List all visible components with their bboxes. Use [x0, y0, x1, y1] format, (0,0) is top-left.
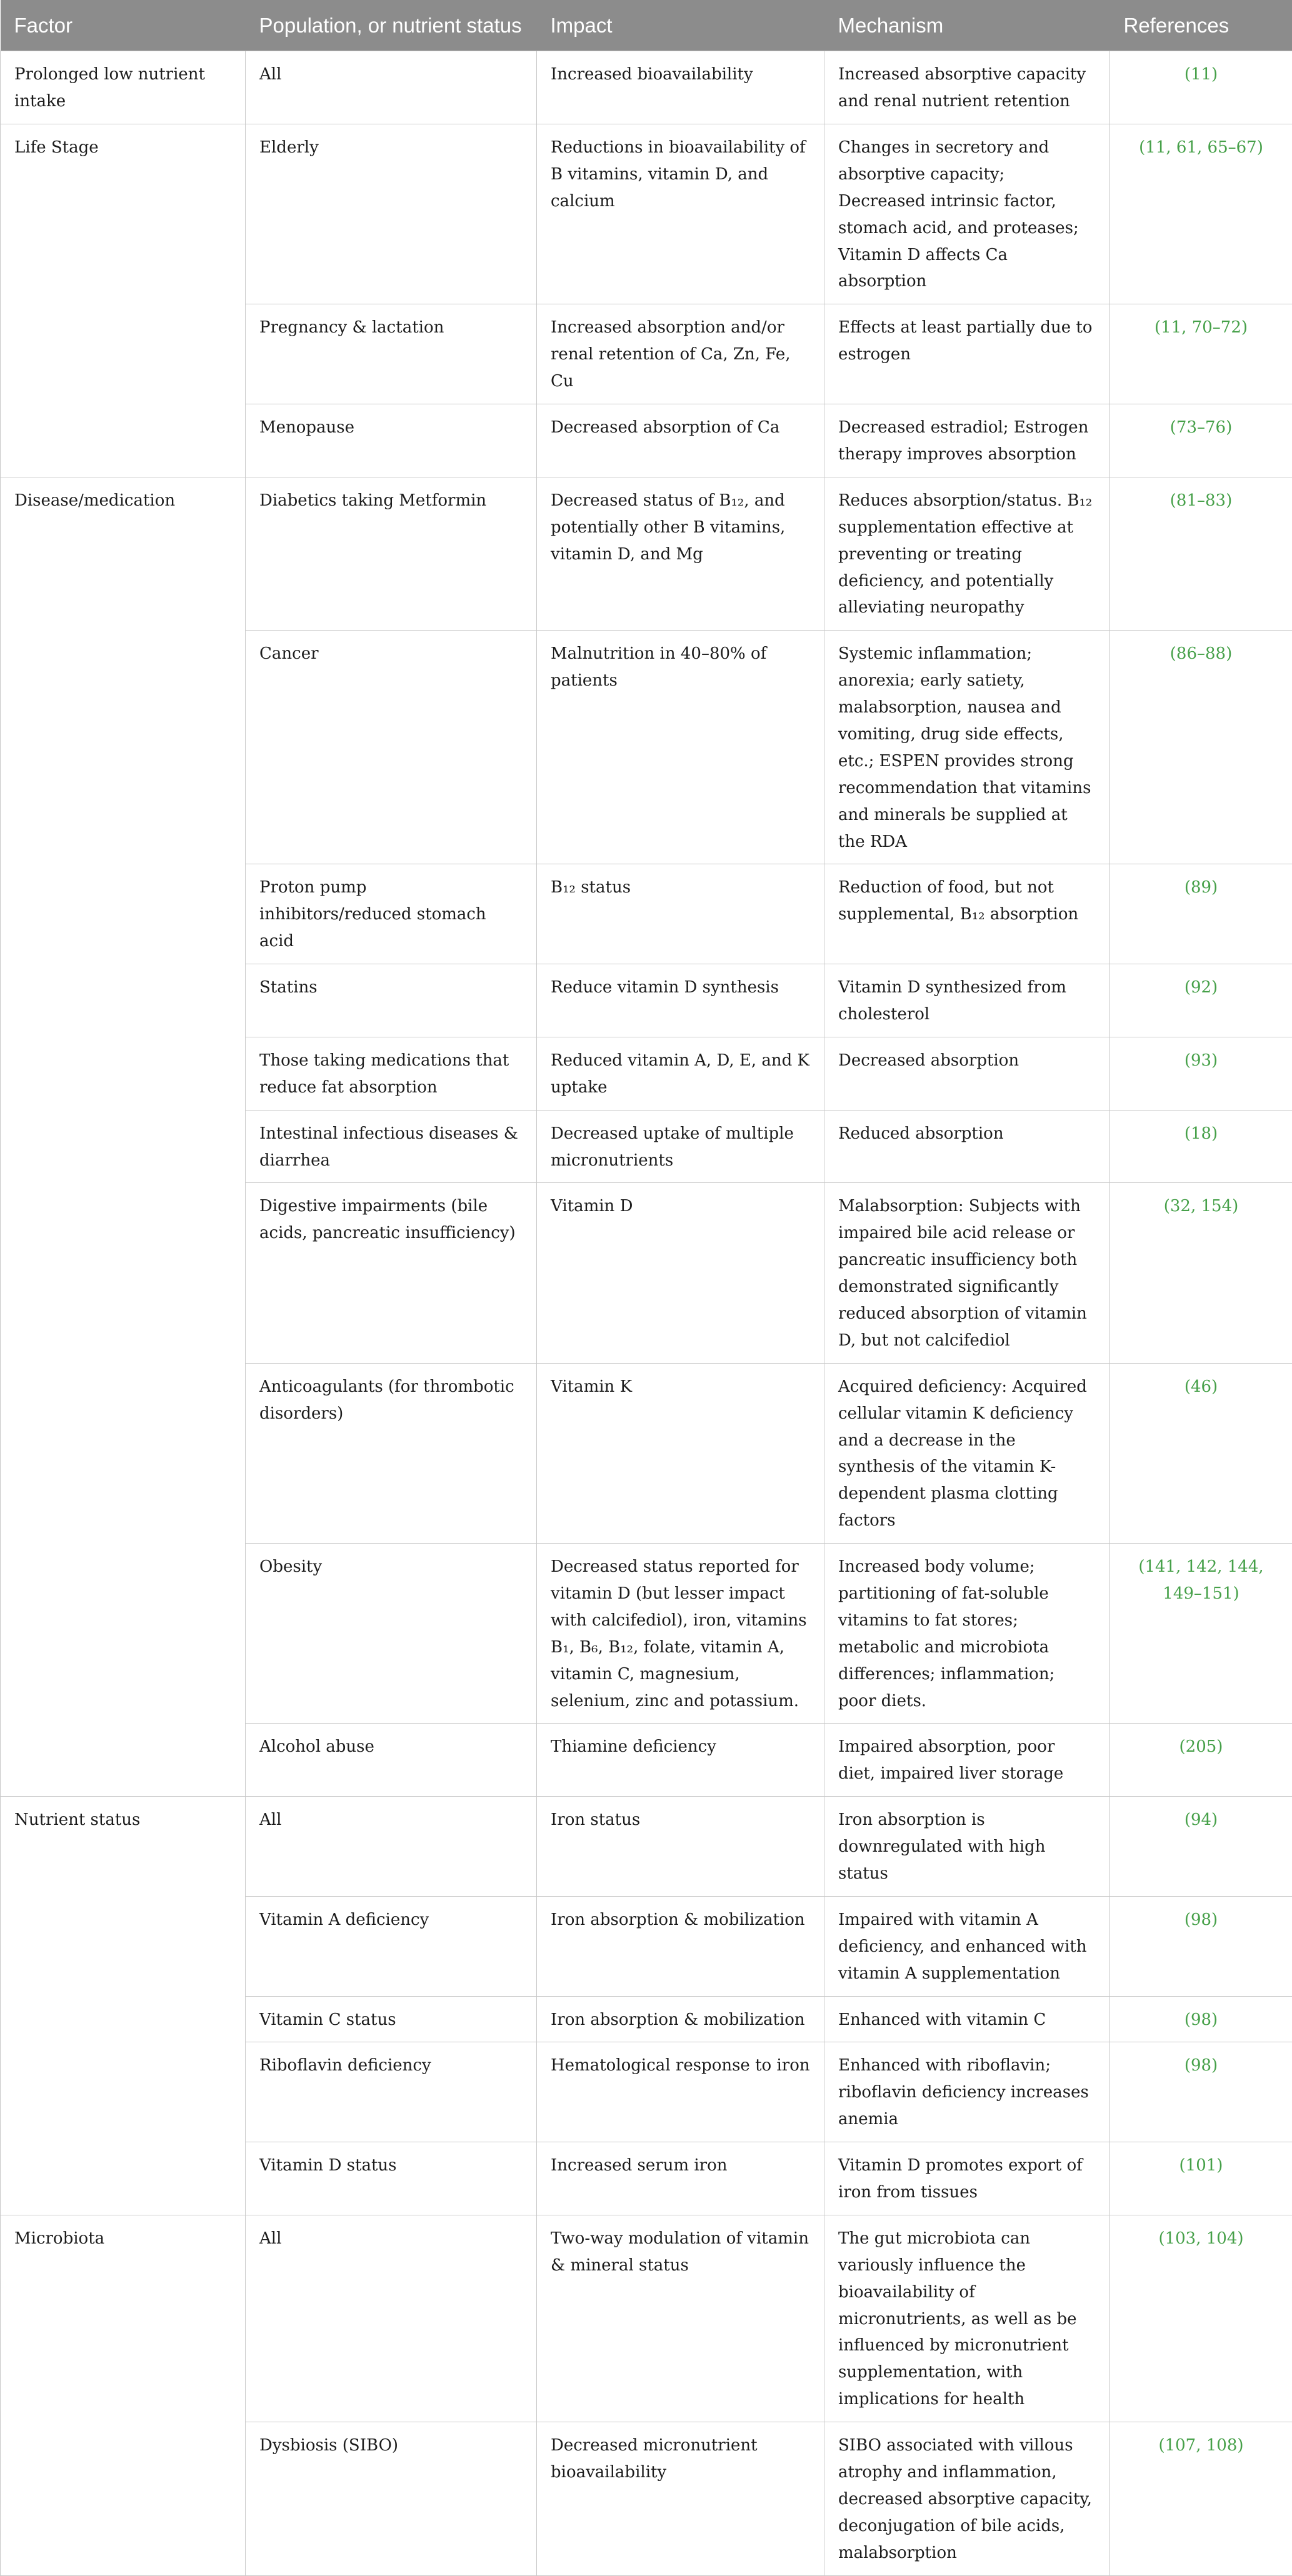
population-cell: Digestive impairments (bile acids, pancreatic insufficiency) — [246, 1183, 537, 1363]
reference-link[interactable]: (98) — [1184, 2010, 1218, 2029]
mechanism-cell: Impaired with vitamin A deficiency, and enhanced with vitamin A supplementation — [824, 1896, 1110, 1996]
population-cell: All — [246, 2215, 537, 2422]
reference-link[interactable]: (18) — [1184, 1124, 1218, 1143]
mechanism-cell: Vitamin D synthesized from cholesterol — [824, 964, 1110, 1037]
references-cell — [1110, 2142, 1292, 2215]
mechanism-cell: Vitamin D promotes export of iron from tissues — [824, 2142, 1110, 2215]
population-cell: Proton pump inhibitors/reduced stomach acid — [246, 864, 537, 964]
impact-cell: Reduce vitamin D synthesis — [537, 964, 824, 1037]
population-cell: Cancer — [246, 631, 537, 864]
impact-cell: Malnutrition in 40–80% of patients — [537, 631, 824, 864]
references-cell — [1110, 1724, 1292, 1797]
reference-link[interactable]: (11, 61, 65–67) — [1139, 138, 1263, 157]
factor-cell: Disease/medication — [1, 477, 246, 1796]
factor-cell: Prolonged low nutrient intake — [1, 51, 246, 124]
col-header-references: References — [1110, 0, 1292, 51]
header-row — [1, 0, 1292, 51]
impact-cell: Increased bioavailability — [537, 51, 824, 124]
impact-cell: Iron absorption & mobilization — [537, 1896, 824, 1996]
references-cell — [1110, 404, 1292, 477]
impact-cell: Two-way modulation of vitamin & mineral status — [537, 2215, 824, 2422]
table-row — [1, 51, 1292, 124]
reference-link[interactable]: (101) — [1179, 2156, 1223, 2175]
references-cell — [1110, 1183, 1292, 1363]
impact-cell: Increased serum iron — [537, 2142, 824, 2215]
references-cell — [1110, 1896, 1292, 1996]
impact-cell: Vitamin D — [537, 1183, 824, 1363]
impact-cell: Decreased uptake of multiple micronutrients — [537, 1110, 824, 1183]
mechanism-cell: Reduces absorption/status. B₁₂ supplementation effective at preventing or treating deficiency, and potentially alleviating neuropathy — [824, 477, 1110, 630]
references-cell — [1110, 124, 1292, 304]
impact-cell: Reduced vitamin A, D, E, and K uptake — [537, 1037, 824, 1110]
mechanism-cell: Decreased absorption — [824, 1037, 1110, 1110]
table-header — [1, 0, 1292, 51]
reference-link[interactable]: (86–88) — [1170, 644, 1232, 663]
impact-cell: Iron status — [537, 1797, 824, 1897]
population-cell: Statins — [246, 964, 537, 1037]
references-cell — [1110, 1037, 1292, 1110]
reference-link[interactable]: (205) — [1179, 1737, 1223, 1756]
references-cell — [1110, 2215, 1292, 2422]
table-row — [1, 477, 1292, 630]
references-cell — [1110, 477, 1292, 630]
reference-link[interactable]: (98) — [1184, 1910, 1218, 1929]
population-cell: Dysbiosis (SIBO) — [246, 2422, 537, 2575]
reference-link[interactable]: (32, 154) — [1164, 1197, 1239, 1216]
col-header-population: Population, or nutrient status — [246, 0, 537, 51]
mechanism-cell: The gut microbiota can variously influence the bioavailability of micronutrients, as well as be influenced by micronutrient supplementation, with implications for health — [824, 2215, 1110, 2422]
population-cell: Menopause — [246, 404, 537, 477]
mechanism-cell: Decreased estradiol; Estrogen therapy improves absorption — [824, 404, 1110, 477]
references-cell — [1110, 1797, 1292, 1897]
factor-cell: Microbiota — [1, 2215, 246, 2575]
reference-link[interactable]: (107, 108) — [1158, 2436, 1243, 2455]
impact-cell: Decreased micronutrient bioavailability — [537, 2422, 824, 2575]
population-cell: All — [246, 1797, 537, 1897]
references-cell — [1110, 2422, 1292, 2575]
references-cell — [1110, 1996, 1292, 2042]
impact-cell: Decreased absorption of Ca — [537, 404, 824, 477]
reference-link[interactable]: (73–76) — [1170, 418, 1232, 437]
factor-cell: Nutrient status — [1, 1797, 246, 2215]
impact-cell: Increased absorption and/or renal retention of Ca, Zn, Fe, Cu — [537, 304, 824, 404]
reference-link[interactable]: (93) — [1184, 1051, 1218, 1070]
impact-cell: Vitamin K — [537, 1363, 824, 1543]
population-cell: Alcohol abuse — [246, 1724, 537, 1797]
impact-cell: Thiamine deficiency — [537, 1724, 824, 1797]
mechanism-cell: Malabsorption: Subjects with impaired bile acid release or pancreatic insufficiency both demonstrated significantly reduced absorption of vitamin D, but not calcifediol — [824, 1183, 1110, 1363]
population-cell: Vitamin C status — [246, 1996, 537, 2042]
col-header-mechanism: Mechanism — [824, 0, 1110, 51]
mechanism-cell: Impaired absorption, poor diet, impaired liver storage — [824, 1724, 1110, 1797]
population-cell: Vitamin A deficiency — [246, 1896, 537, 1996]
reference-link[interactable]: (11) — [1184, 65, 1218, 84]
population-cell: Elderly — [246, 124, 537, 304]
table-body — [1, 51, 1292, 2575]
mechanism-cell: SIBO associated with villous atrophy and inflammation, decreased absorptive capacity, deconjugation of bile acids, malabsorption — [824, 2422, 1110, 2575]
references-cell — [1110, 2042, 1292, 2142]
mechanism-cell: Increased absorptive capacity and renal nutrient retention — [824, 51, 1110, 124]
population-cell: Vitamin D status — [246, 2142, 537, 2215]
reference-link[interactable]: (92) — [1184, 978, 1218, 997]
reference-link[interactable]: (103, 104) — [1158, 2229, 1243, 2248]
population-cell: Riboflavin deficiency — [246, 2042, 537, 2142]
mechanism-cell: Iron absorption is downregulated with high status — [824, 1797, 1110, 1897]
population-cell: Those taking medications that reduce fat absorption — [246, 1037, 537, 1110]
impact-cell: Decreased status of B₁₂, and potentially other B vitamins, vitamin D, and Mg — [537, 477, 824, 630]
references-cell — [1110, 1110, 1292, 1183]
population-cell: Pregnancy & lactation — [246, 304, 537, 404]
reference-link[interactable]: (98) — [1184, 2056, 1218, 2075]
mechanism-cell: Acquired deficiency: Acquired cellular vitamin K deficiency and a decrease in the synthesis of the vitamin K-dependent plasma clotting factors — [824, 1363, 1110, 1543]
references-cell — [1110, 304, 1292, 404]
references-cell — [1110, 964, 1292, 1037]
impact-cell: B₁₂ status — [537, 864, 824, 964]
mechanism-cell: Reduction of food, but not supplemental, B₁₂ absorption — [824, 864, 1110, 964]
reference-link[interactable]: (46) — [1184, 1377, 1218, 1396]
table-row — [1, 2215, 1292, 2422]
reference-link[interactable]: (89) — [1184, 878, 1218, 897]
impact-cell: Decreased status reported for vitamin D (but lesser impact with calcifediol), iron, vitamins B₁, B₆, B₁₂, folate, vitamin A, vitamin C, magnesium, selenium, zinc and potassium. — [537, 1544, 824, 1724]
references-cell — [1110, 864, 1292, 964]
references-cell — [1110, 1544, 1292, 1724]
references-cell — [1110, 51, 1292, 124]
reference-link[interactable]: (94) — [1184, 1810, 1218, 1829]
population-cell: Diabetics taking Metformin — [246, 477, 537, 630]
population-cell: Obesity — [246, 1544, 537, 1724]
mechanism-cell: Reduced absorption — [824, 1110, 1110, 1183]
reference-link[interactable]: (141, 142, 144, 149–151) — [1138, 1557, 1263, 1603]
population-cell: All — [246, 51, 537, 124]
mechanism-cell: Increased body volume; partitioning of fat-soluble vitamins to fat stores; metabolic and microbiota differences; inflammation; poor diets. — [824, 1544, 1110, 1724]
mechanism-cell: Effects at least partially due to estrogen — [824, 304, 1110, 404]
impact-cell: Reductions in bioavailability of B vitamins, vitamin D, and calcium — [537, 124, 824, 304]
reference-link[interactable]: (11, 70–72) — [1154, 318, 1248, 337]
impact-cell: Iron absorption & mobilization — [537, 1996, 824, 2042]
references-cell — [1110, 631, 1292, 864]
col-header-factor: Factor — [1, 0, 246, 51]
mechanism-cell: Systemic inflammation; anorexia; early satiety, malabsorption, nausea and vomiting, drug side effects, etc.; ESPEN provides strong recommendation that vitamins and minerals be supplied at the RDA — [824, 631, 1110, 864]
reference-link[interactable]: (81–83) — [1170, 491, 1232, 510]
population-cell: Intestinal infectious diseases & diarrhea — [246, 1110, 537, 1183]
factor-cell: Life Stage — [1, 124, 246, 477]
references-cell — [1110, 1363, 1292, 1543]
impact-cell: Hematological response to iron — [537, 2042, 824, 2142]
mechanism-cell: Enhanced with riboflavin; riboflavin deficiency increases anemia — [824, 2042, 1110, 2142]
mechanism-cell: Enhanced with vitamin C — [824, 1996, 1110, 2042]
table-row — [1, 1797, 1292, 1897]
mechanism-cell: Changes in secretory and absorptive capacity; Decreased intrinsic factor, stomach acid, and proteases; Vitamin D affects Ca absorption — [824, 124, 1110, 304]
table-row — [1, 124, 1292, 304]
population-cell: Anticoagulants (for thrombotic disorders) — [246, 1363, 537, 1543]
col-header-impact: Impact — [537, 0, 824, 51]
